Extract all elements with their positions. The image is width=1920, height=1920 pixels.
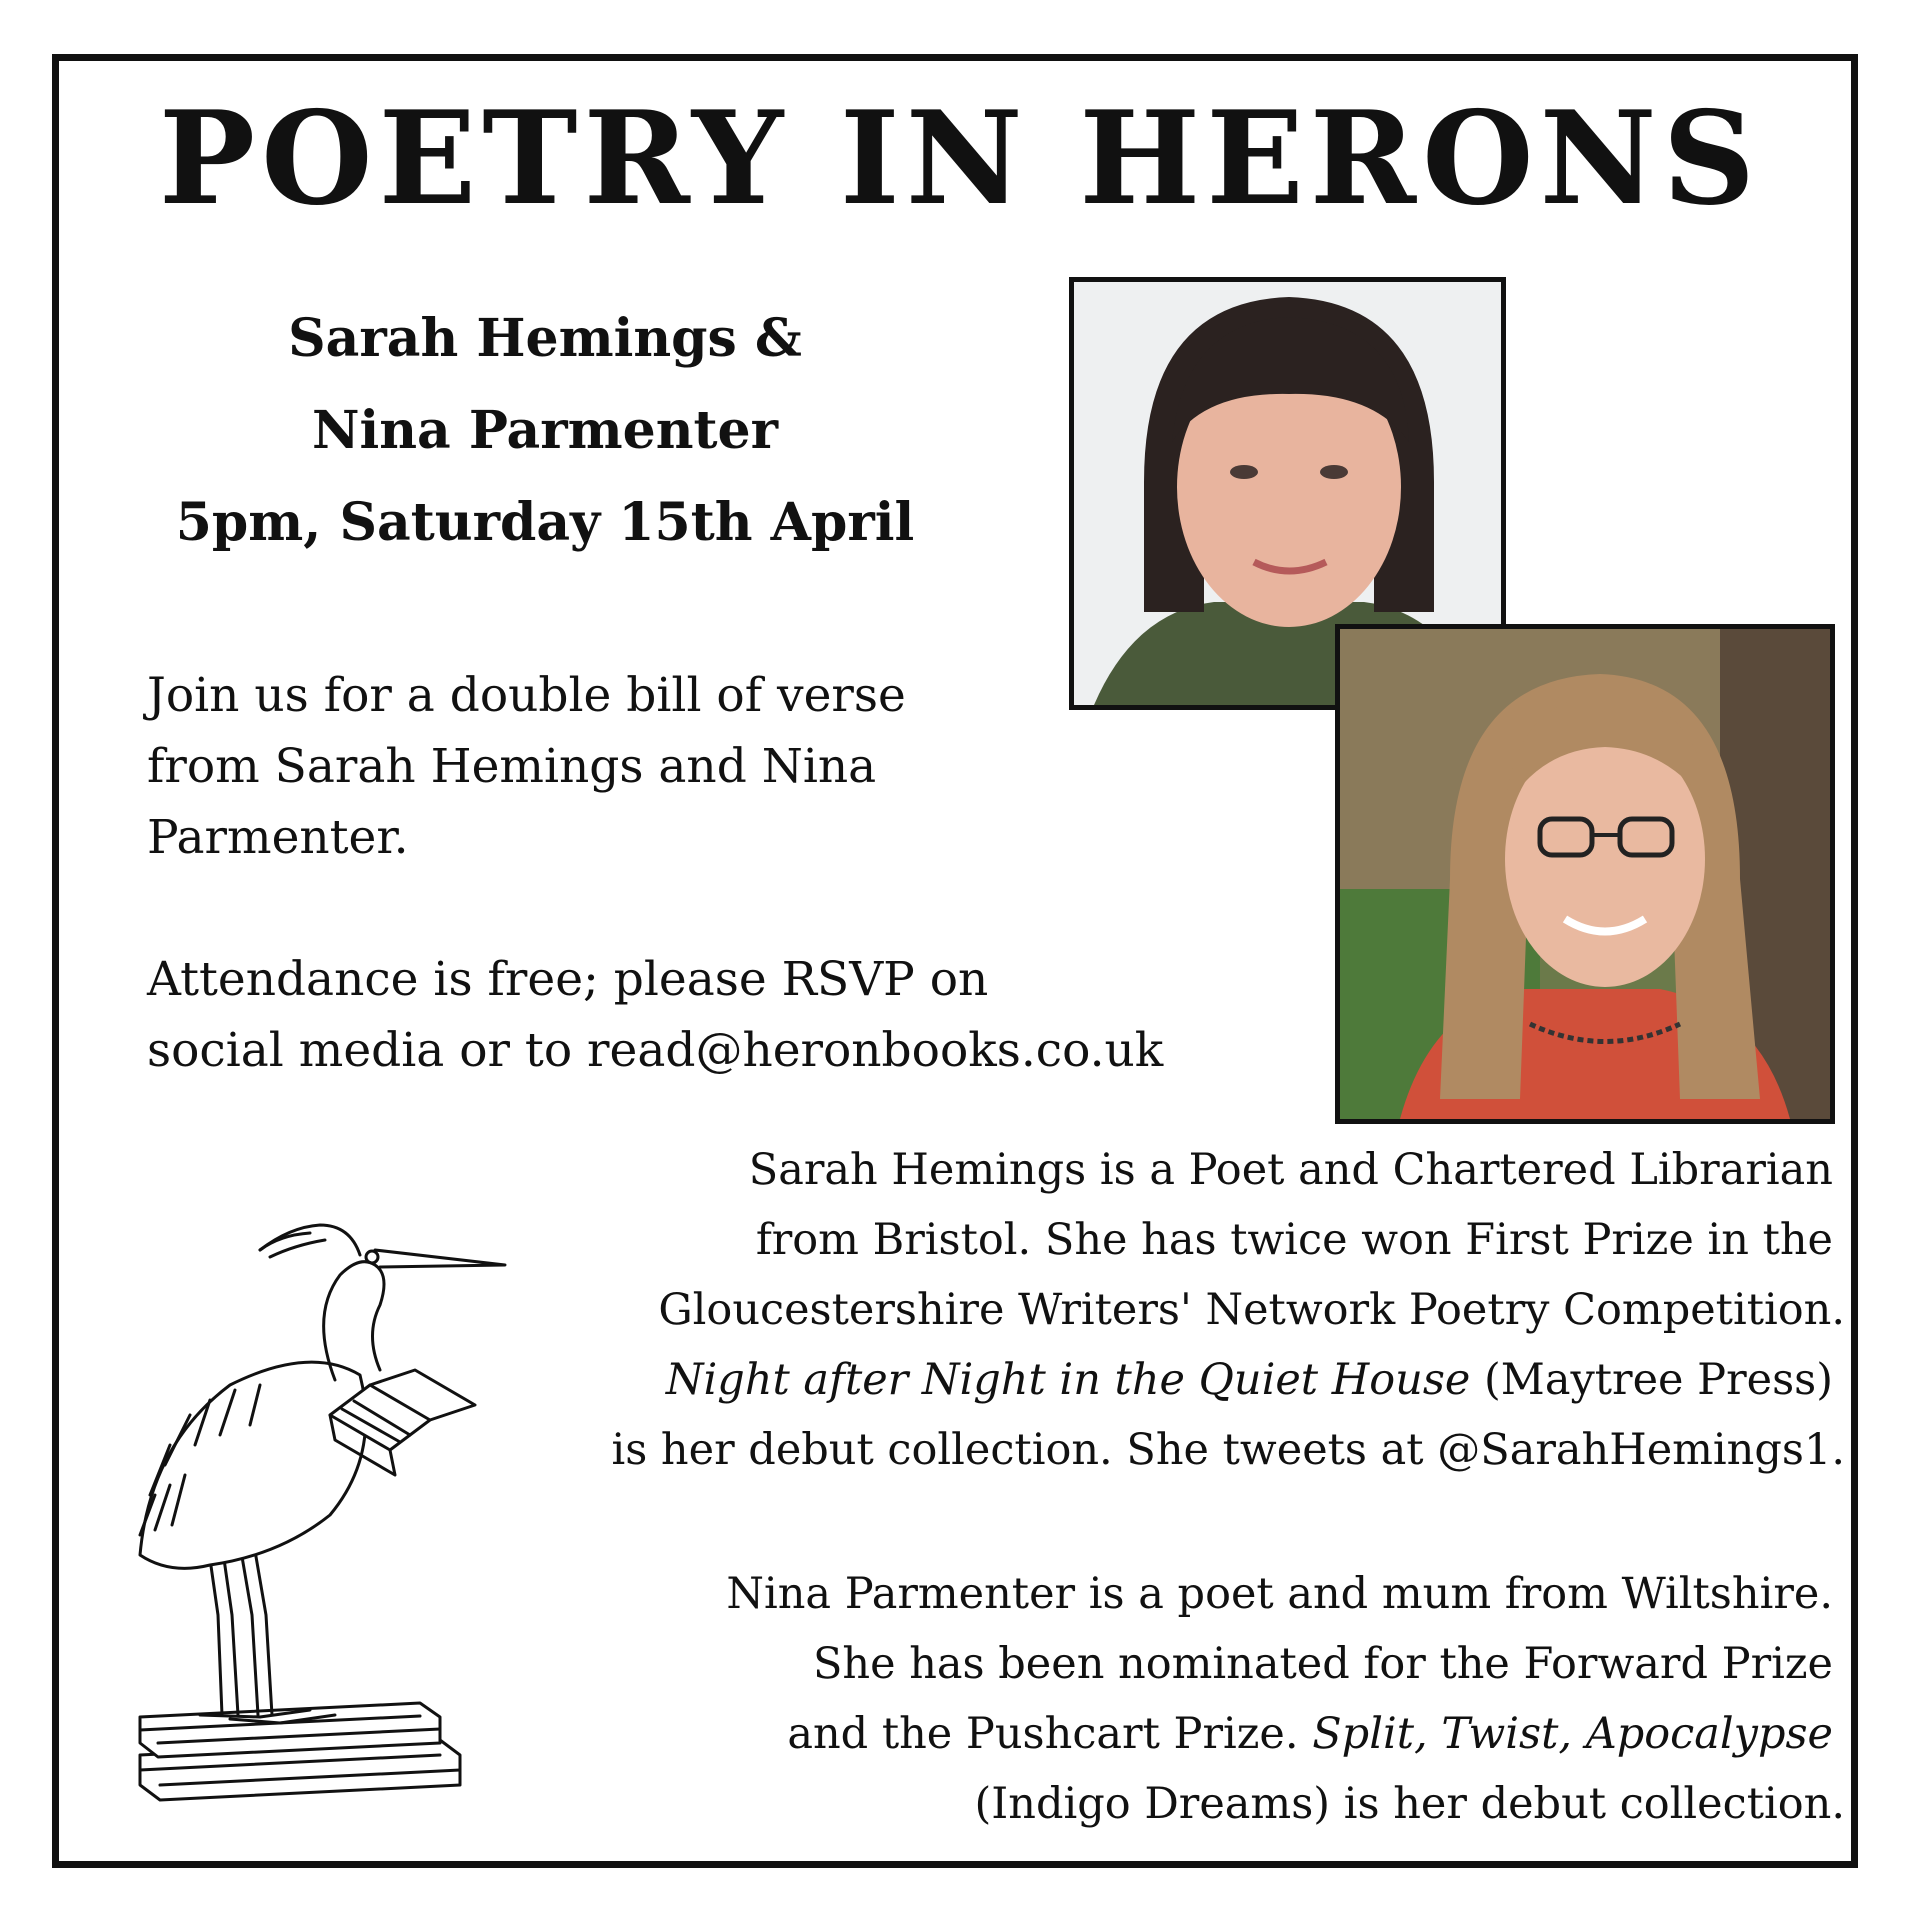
headline-poet-2: Nina Parmenter xyxy=(311,400,779,461)
heron-reading-book-icon xyxy=(110,1195,515,1820)
bio-sarah-hemings xyxy=(540,1145,1845,1505)
book-title-split-twist-apocalypse: Split, Twist, Apocalypse xyxy=(1312,1709,1833,1759)
publisher-maytree: (Maytree Press) xyxy=(1470,1355,1833,1405)
attendance-text xyxy=(147,944,1163,1086)
bio-nina-line: (Indigo Dreams) is her debut collection. xyxy=(974,1779,1845,1829)
bio-sarah-line xyxy=(666,1355,1833,1405)
headline-poet-1: Sarah Hemings & xyxy=(288,308,802,369)
nina-parmenter-photo xyxy=(1335,624,1835,1124)
nina-parmenter-portrait-icon xyxy=(1340,629,1830,1119)
intro-line: from Sarah Hemings and Nina xyxy=(147,739,877,794)
bio-nina-line: She has been nominated for the Forward Prize xyxy=(812,1639,1833,1689)
bio-nina-parmenter xyxy=(560,1569,1845,1859)
bio-sarah-line: from Bristol. She has twice won First Prize in the xyxy=(755,1215,1833,1265)
headline-date: 5pm, Saturday 15th April xyxy=(175,492,915,553)
bio-sarah-line: Gloucestershire Writers' Network Poetry Competition. xyxy=(658,1285,1845,1335)
book-title-night-after-night: Night after Night in the Quiet House xyxy=(665,1355,1471,1405)
attendance-line: social media or to read@heronbooks.co.uk xyxy=(147,1023,1164,1078)
intro-line: Parmenter. xyxy=(147,810,409,865)
bio-nina-line: Nina Parmenter is a poet and mum from Wiltshire. xyxy=(726,1569,1833,1619)
heron-illustration xyxy=(110,1195,515,1820)
intro-text xyxy=(147,660,906,873)
bio-nina-text: and the Pushcart Prize. xyxy=(787,1709,1313,1759)
bio-sarah-line: is her debut collection. She tweets at @SarahHemings1. xyxy=(611,1425,1845,1475)
intro-line: Join us for a double bill of verse xyxy=(147,668,906,723)
poster-title: POETRY IN HERONS xyxy=(158,84,1762,234)
attendance-line: Attendance is free; please RSVP on xyxy=(147,952,989,1007)
bio-nina-line xyxy=(787,1709,1833,1759)
bio-sarah-line: Sarah Hemings is a Poet and Chartered Librarian xyxy=(748,1145,1833,1195)
